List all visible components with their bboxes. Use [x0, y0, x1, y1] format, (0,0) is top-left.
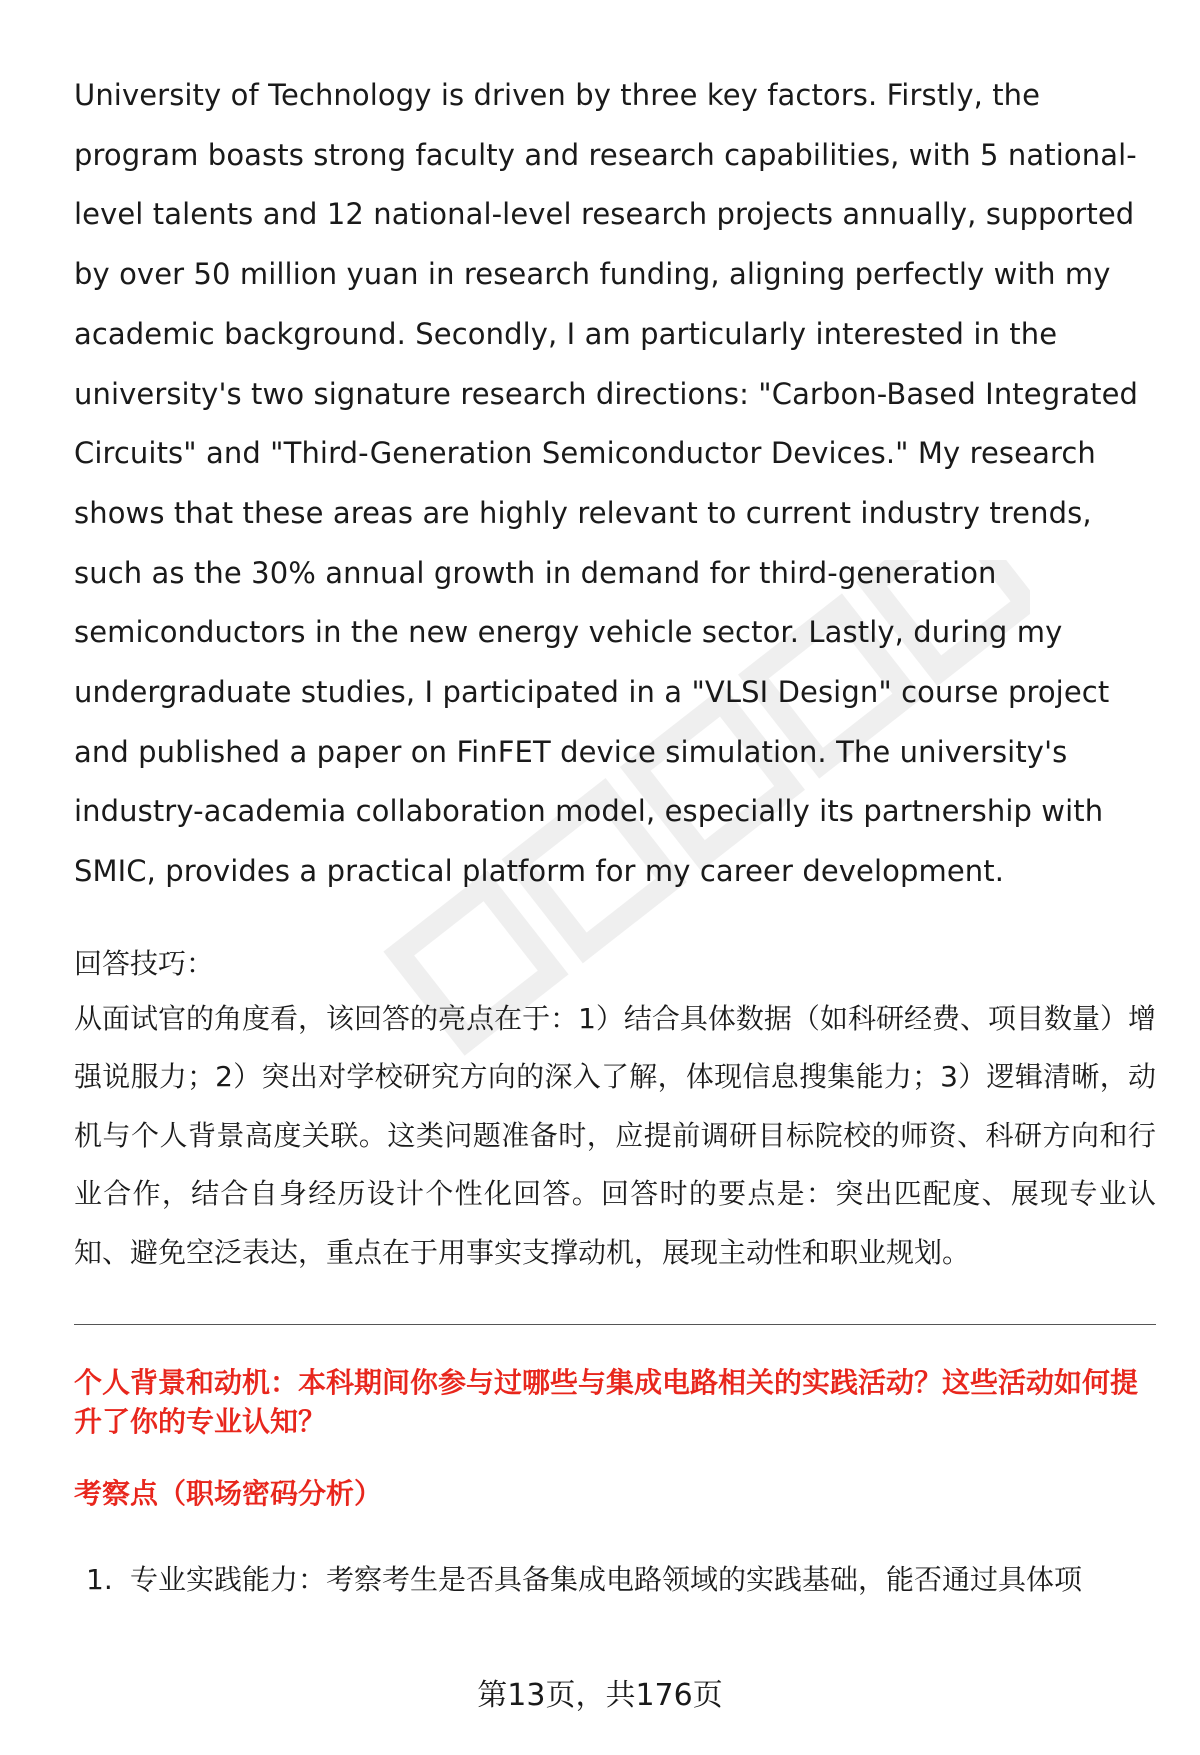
list-item-number: 1. — [86, 1563, 113, 1597]
document-page — [74, 66, 1156, 1600]
section-divider — [74, 1324, 1156, 1325]
section-title: 考察点（职场密码分析） — [74, 1477, 383, 1511]
list-item — [86, 1560, 1156, 1600]
page-footer: 第13页，共176页 — [477, 1678, 723, 1713]
answer-paragraph: University of Technology is driven by three key factors. Firstly, the program boasts strong faculty and research capabilities, with 5 national-level talents and 12 national-level research projects annually, supported by over 50 million yuan in research funding, aligning perfectly with my academic background. Secondly, I am particularly interested in the university's two signature research directions: "Carbon-Based Integrated Circuits" and "Third-Generation Semiconductor Devices." My research shows that these areas are highly relevant to current industry trends, such as the 30% annual growth in demand for third-generation semiconductors in the new energy vehicle sector. Lastly, during my undergraduate studies, I participated in a "VLSI Design" course project and published a paper on FinFET device simulation. The university's industry-academia collaboration model, especially its partnership with SMIC, provides a practical platform for my career development. — [74, 78, 1139, 889]
tips-title: 回答技巧： — [74, 946, 215, 980]
tips-body: 从面试官的角度看，该回答的亮点在于：1）结合具体数据（如科研经费、项目数量）增强说服力；2）突出对学校研究方向的深入了解，体现信息搜集能力；3）逻辑清晰，动机与个人背景高度关联。这类问题准备时，应提前调研目标院校的师资、科研方向和行业合作，结合自身经历设计个性化回答。回答时的要点是：突出匹配度、展现专业认知、避免空泛表达，重点在于用事实支撑动机，展现主动性和职业规划。 — [74, 1001, 1156, 1269]
list-item-text: 专业实践能力：考察考生是否具备集成电路领域的实践基础，能否通过具体项 — [130, 1563, 1083, 1597]
question-heading: 个人背景和动机：本科期间你参与过哪些与集成电路相关的实践活动？这些活动如何提升了你的专业认知？ — [74, 1366, 1139, 1439]
